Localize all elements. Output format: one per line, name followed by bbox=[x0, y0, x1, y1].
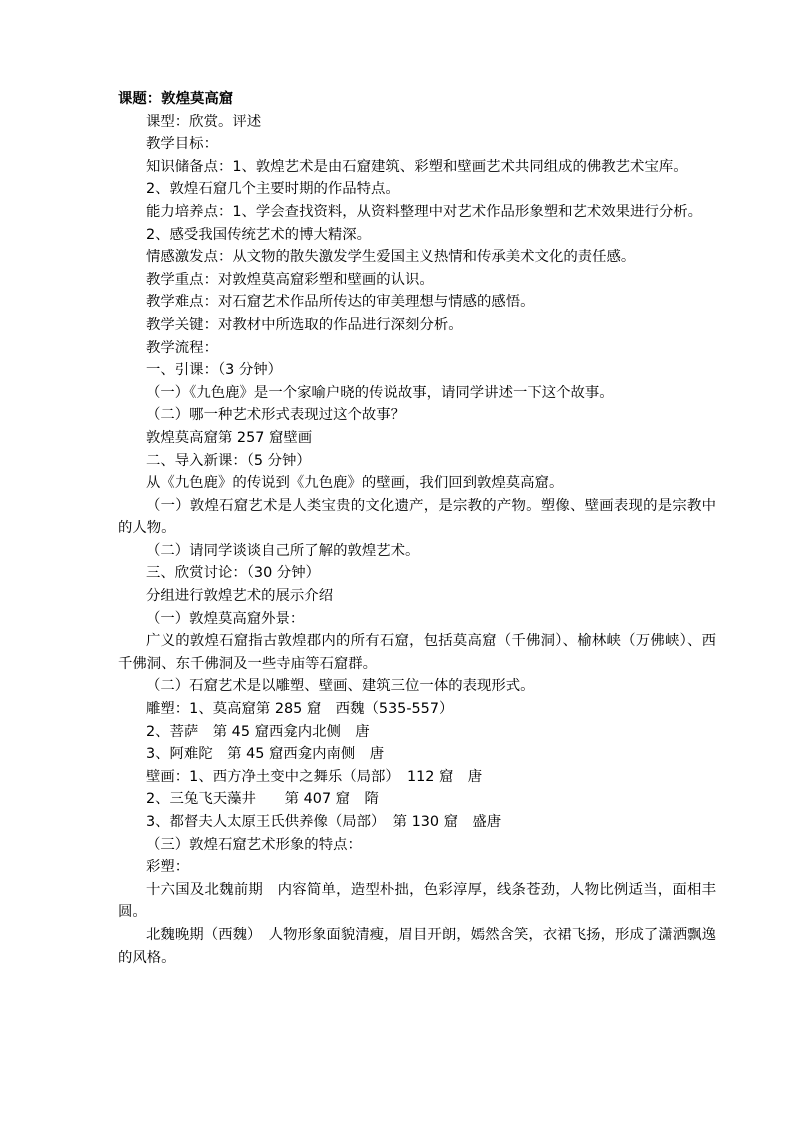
mural-2: 2、三兔飞天藻井 第 407 窟 隋 bbox=[146, 791, 379, 808]
section-1-item-1: （一）《九色鹿》是一个家喻户晓的传说故事，请同学讲述一下这个故事。 bbox=[146, 384, 614, 401]
section-3-item-2: （二）石窟艺术是以雕塑、壁画、建筑三位一体的表现形式。 bbox=[146, 678, 535, 695]
section-3-heading: 三、欣赏讨论：（30 分钟） bbox=[146, 565, 320, 582]
section-2-intro: 从《九色鹿》的传说到《九色鹿》的壁画，我们回到敦煌莫高窟。 bbox=[146, 475, 564, 492]
ability-point-2: 2、感受我国传统艺术的博大精深。 bbox=[146, 226, 372, 243]
lesson-type: 课型：欣赏。评述 bbox=[146, 113, 262, 130]
document-body bbox=[118, 88, 716, 969]
painted-sculpture-heading: 彩塑： bbox=[146, 859, 190, 876]
mural-1: 壁画：1、西方净土变中之舞乐（局部） 112 窟 唐 bbox=[146, 768, 483, 785]
section-3-intro: 分组进行敦煌艺术的展示介绍 bbox=[146, 588, 334, 605]
emotion-point: 情感激发点：从文物的散失激发学生爱国主义热情和传承美术文化的责任感。 bbox=[146, 249, 636, 266]
section-2-item-2: （二）请同学谈谈自己所了解的敦煌艺术。 bbox=[146, 542, 420, 559]
section-1-note: 敦煌莫高窟第 257 窟壁画 bbox=[146, 429, 313, 446]
period-sixteen-kingdoms: 十六国及北魏前期 内容简单，造型朴拙，色彩淳厚，线条苍劲，人物比例适当，面相丰圆。 bbox=[118, 881, 716, 921]
critical-point: 教学关键：对教材中所选取的作品进行深刻分析。 bbox=[146, 316, 463, 333]
mural-3: 3、都督夫人太原王氏供养像（局部） 第 130 窟 盛唐 bbox=[146, 814, 502, 830]
teaching-goals-heading: 教学目标： bbox=[146, 136, 218, 153]
ability-point-1: 能力培养点：1、学会查找资料，从资料整理中对艺术作品形象塑和艺术效果进行分析。 bbox=[146, 203, 703, 220]
section-2-item-1: （一）敦煌石窟艺术是人类宝贵的文化遗产，是宗教的产物。塑像、壁画表现的是宗教中的人物。 bbox=[118, 497, 716, 537]
section-2-heading: 二、导入新课：（5 分钟） bbox=[146, 452, 311, 469]
sculpture-3: 3、阿难陀 第 45 窟西龛内南侧 唐 bbox=[146, 746, 385, 763]
lesson-title: 课题：敦煌莫高窟 bbox=[118, 91, 234, 107]
section-3-item-1-body: 广义的敦煌石窟指古敦煌郡内的所有石窟，包括莫高窟（千佛洞）、榆林峡（万佛峡）、西千佛洞、东千佛洞及一些寺庙等石窟群。 bbox=[118, 633, 716, 672]
section-3-item-3: （三）敦煌石窟艺术形象的特点： bbox=[146, 836, 362, 853]
knowledge-point-1: 知识储备点：1、敦煌艺术是由石窟建筑、彩塑和壁画艺术共同组成的佛教艺术宝库。 bbox=[146, 158, 688, 175]
section-1-item-2: （二）哪一种艺术形式表现过这个故事？ bbox=[146, 407, 406, 424]
period-late-northern-wei: 北魏晚期（西魏） 人物形象面貌清瘦，眉目开朗，嫣然含笑，衣裙飞扬，形成了潇洒飘逸的风格。 bbox=[118, 926, 716, 966]
sculpture-1: 雕塑：1、莫高窟第 285 窟 西魏（535-557） bbox=[146, 701, 454, 718]
sculpture-2: 2、菩萨 第 45 窟西龛内北侧 唐 bbox=[146, 723, 370, 740]
difficult-point: 教学难点：对石窟艺术作品所传达的审美理想与情感的感悟。 bbox=[146, 294, 535, 311]
section-3-item-1: （一）敦煌莫高窟外景： bbox=[146, 610, 305, 627]
section-1-heading: 一、引课：（3 分钟） bbox=[146, 362, 283, 379]
knowledge-point-2: 2、敦煌石窟几个主要时期的作品特点。 bbox=[146, 181, 400, 198]
process-heading: 教学流程： bbox=[146, 339, 218, 356]
key-point: 教学重点：对敦煌莫高窟彩塑和壁画的认识。 bbox=[146, 271, 434, 288]
